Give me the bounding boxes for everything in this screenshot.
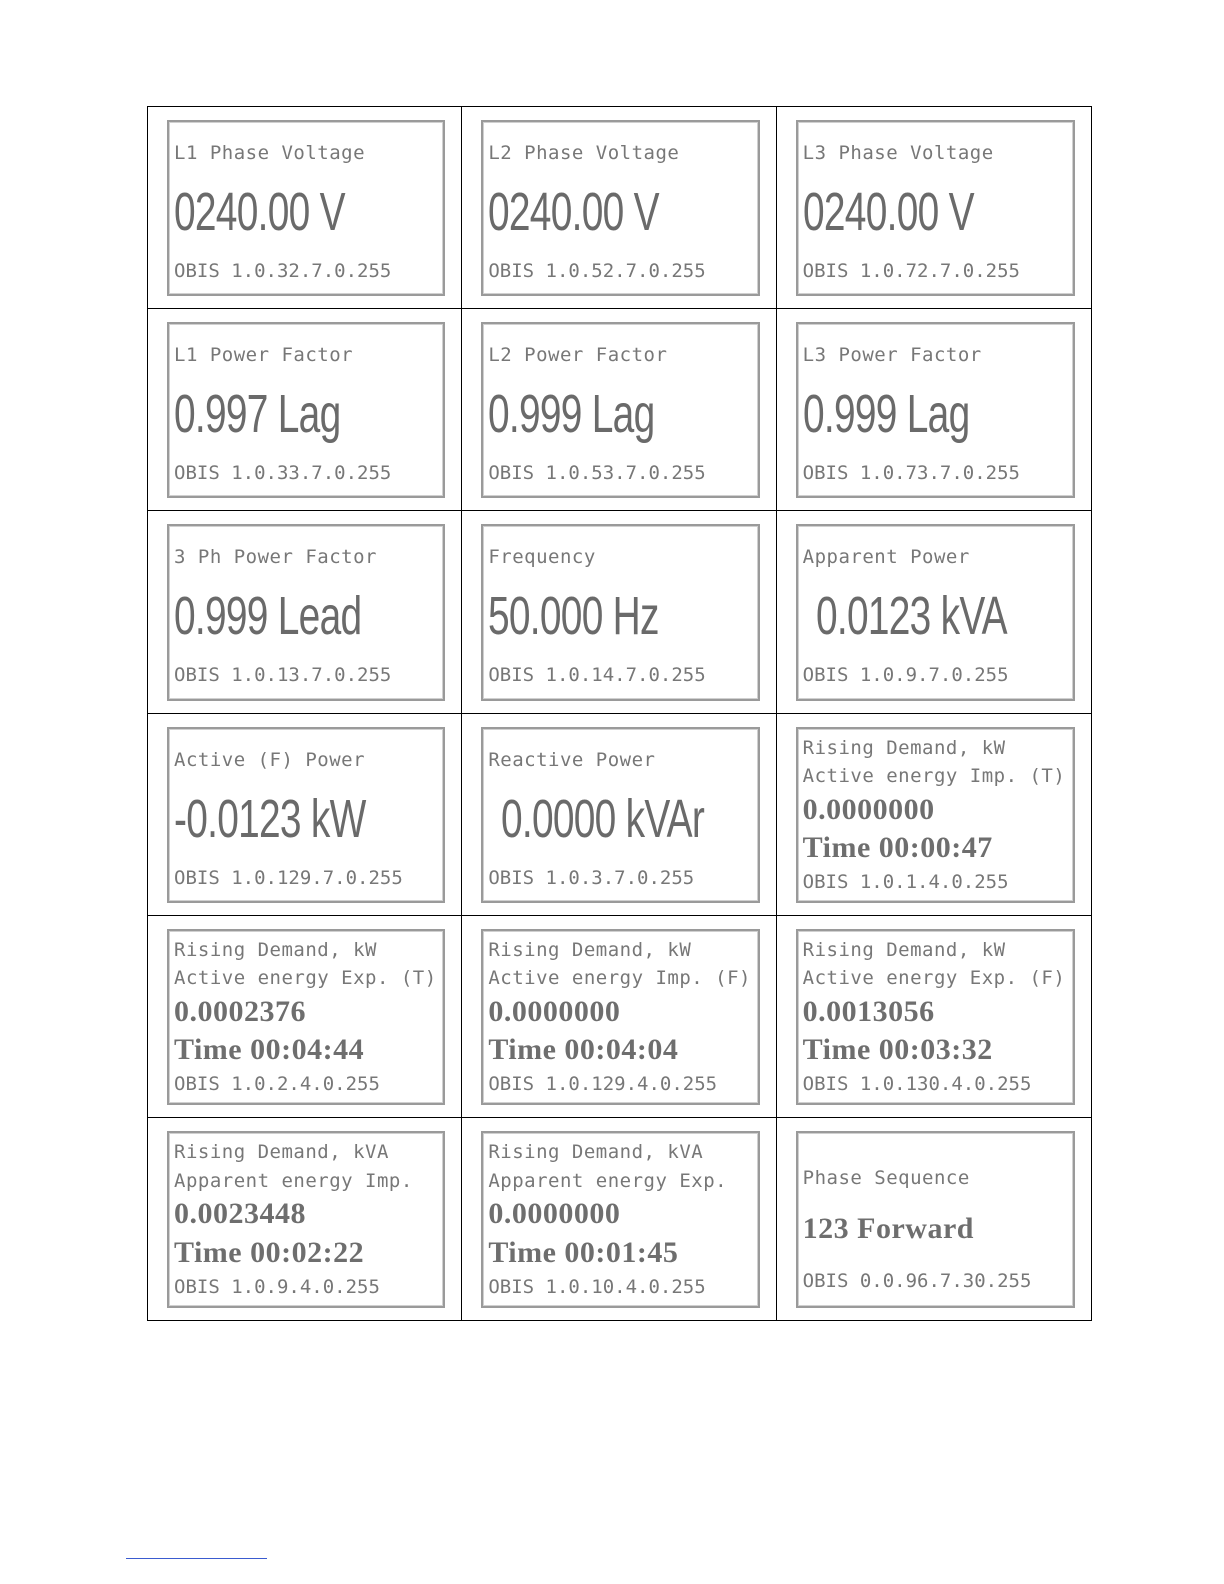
panel-value: 123 Forward (802, 1212, 974, 1246)
panel-value: 0.0000000 (488, 1197, 621, 1231)
panel-obis-code: OBIS 1.0.14.7.0.255 (488, 664, 706, 687)
panel-obis-code: OBIS 1.0.130.4.0.255 (802, 1072, 1032, 1095)
panel-label: Active (F) Power (174, 748, 366, 771)
panel-obis-code: OBIS 1.0.10.4.0.255 (488, 1275, 706, 1298)
panel-value: 0.0000 kVAr (501, 788, 705, 849)
table-cell (148, 714, 462, 916)
panel-time: Time 00:00:47 (802, 831, 993, 865)
table-cell (148, 1118, 462, 1320)
meter-display-table (147, 106, 1092, 1321)
footnote-separator (126, 1558, 267, 1559)
panel-label: Rising Demand, kW (802, 938, 1006, 961)
panel-value: 50.000 Hz (488, 586, 660, 647)
panel-obis-code: OBIS 0.0.96.7.30.255 (802, 1269, 1032, 1292)
lcd-panel-3ph-power-factor (167, 524, 445, 700)
panel-label: Rising Demand, kW (174, 938, 377, 961)
panel-obis-code: OBIS 1.0.13.7.0.255 (174, 664, 392, 687)
lcd-panel-demand-apparent-exp (481, 1131, 759, 1308)
table-cell (462, 511, 776, 713)
panel-time: Time 00:04:44 (174, 1033, 365, 1067)
panel-value: 0240.00 V (174, 182, 345, 243)
panel-obis-code: OBIS 1.0.52.7.0.255 (488, 260, 706, 283)
panel-time: Time 00:01:45 (488, 1236, 679, 1270)
panel-label: Apparent Power (802, 546, 970, 569)
panel-value: 0.0023448 (174, 1197, 306, 1231)
lcd-panel-l3-power-factor (796, 322, 1075, 498)
table-cell (777, 511, 1091, 713)
panel-value: 0.0000000 (802, 792, 935, 826)
panel-value: 0.999 Lag (488, 384, 655, 445)
lcd-panel-l2-power-factor (481, 322, 759, 498)
panel-label: L1 Power Factor (174, 344, 354, 367)
lcd-panel-l3-voltage (796, 120, 1075, 296)
table-cell (148, 309, 462, 511)
lcd-panel-demand-active-imp-t (796, 727, 1075, 903)
lcd-panel-l1-power-factor (167, 322, 445, 498)
panel-label: L3 Phase Voltage (802, 142, 994, 164)
panel-value: 0240.00 V (802, 182, 974, 243)
panel-value: 0.997 Lag (174, 384, 341, 445)
panel-time: Time 00:03:32 (802, 1033, 993, 1067)
panel-obis-code: OBIS 1.0.9.4.0.255 (174, 1275, 380, 1298)
table-cell (777, 714, 1091, 916)
panel-label: L1 Phase Voltage (174, 142, 366, 164)
panel-label: L3 Power Factor (802, 344, 982, 367)
panel-label: Rising Demand, kVA (488, 1140, 704, 1163)
panel-obis-code: OBIS 1.0.3.7.0.255 (488, 866, 695, 889)
panel-value: 0.999 Lag (802, 384, 970, 445)
lcd-panel-frequency (481, 524, 759, 700)
panel-value: 0.0123 kVA (815, 586, 1007, 647)
table-cell (148, 916, 462, 1118)
panel-sublabel: Apparent energy Imp. (174, 1169, 413, 1192)
panel-sublabel: Active energy Imp. (T) (802, 765, 1066, 788)
lcd-panel-demand-active-exp-t (167, 929, 445, 1105)
lcd-panel-active-power (167, 727, 445, 903)
panel-value: 0240.00 V (488, 182, 660, 243)
table-cell (777, 107, 1091, 309)
panel-label: Rising Demand, kVA (174, 1140, 389, 1163)
lcd-panel-l2-voltage (481, 120, 759, 296)
table-cell (777, 309, 1091, 511)
panel-value: 0.999 Lead (174, 586, 362, 647)
panel-label: L2 Phase Voltage (488, 142, 680, 164)
lcd-panel-demand-apparent-imp (167, 1131, 445, 1308)
panel-label: Frequency (488, 546, 596, 569)
panel-obis-code: OBIS 1.0.9.7.0.255 (802, 664, 1009, 687)
panel-label: Reactive Power (488, 748, 656, 771)
panel-obis-code: OBIS 1.0.53.7.0.255 (488, 462, 706, 485)
panel-label: Rising Demand, kW (488, 938, 692, 961)
lcd-panel-reactive-power (481, 727, 759, 903)
lcd-panel-demand-active-imp-f (481, 929, 759, 1105)
panel-sublabel: Active energy Imp. (F) (488, 967, 751, 990)
table-cell (777, 1118, 1091, 1320)
panel-value: -0.0123 kW (174, 788, 366, 849)
panel-label: L2 Power Factor (488, 344, 668, 367)
table-cell (462, 916, 776, 1118)
panel-sublabel: Active energy Exp. (F) (802, 967, 1066, 990)
panel-obis-code: OBIS 1.0.2.4.0.255 (174, 1072, 380, 1095)
panel-value: 0.0013056 (802, 994, 935, 1028)
panel-value: 0.0000000 (488, 994, 621, 1028)
lcd-panel-apparent-power (796, 524, 1075, 700)
panel-sublabel: Apparent energy Exp. (488, 1169, 728, 1192)
panel-time: Time 00:02:22 (174, 1236, 365, 1270)
panel-obis-code: OBIS 1.0.73.7.0.255 (802, 462, 1020, 485)
table-cell (462, 714, 776, 916)
panel-obis-code: OBIS 1.0.1.4.0.255 (802, 870, 1009, 893)
panel-value: 0.0002376 (174, 994, 306, 1028)
panel-label: Phase Sequence (802, 1166, 970, 1189)
table-cell (148, 511, 462, 713)
table-cell (462, 107, 776, 309)
lcd-panel-l1-voltage (167, 120, 445, 296)
lcd-panel-phase-sequence (796, 1131, 1075, 1308)
panel-label: 3 Ph Power Factor (174, 546, 377, 569)
panel-obis-code: OBIS 1.0.72.7.0.255 (802, 260, 1020, 283)
panel-time: Time 00:04:04 (488, 1033, 679, 1067)
panel-obis-code: OBIS 1.0.32.7.0.255 (174, 260, 392, 283)
table-cell (462, 309, 776, 511)
panel-obis-code: OBIS 1.0.129.4.0.255 (488, 1072, 718, 1095)
panel-sublabel: Active energy Exp. (T) (174, 967, 437, 990)
panel-obis-code: OBIS 1.0.129.7.0.255 (174, 866, 403, 889)
table-cell (148, 107, 462, 309)
panel-label: Rising Demand, kW (802, 736, 1006, 759)
table-cell (462, 1118, 776, 1320)
table-cell (777, 916, 1091, 1118)
lcd-panel-demand-active-exp-f (796, 929, 1075, 1105)
panel-obis-code: OBIS 1.0.33.7.0.255 (174, 462, 392, 485)
